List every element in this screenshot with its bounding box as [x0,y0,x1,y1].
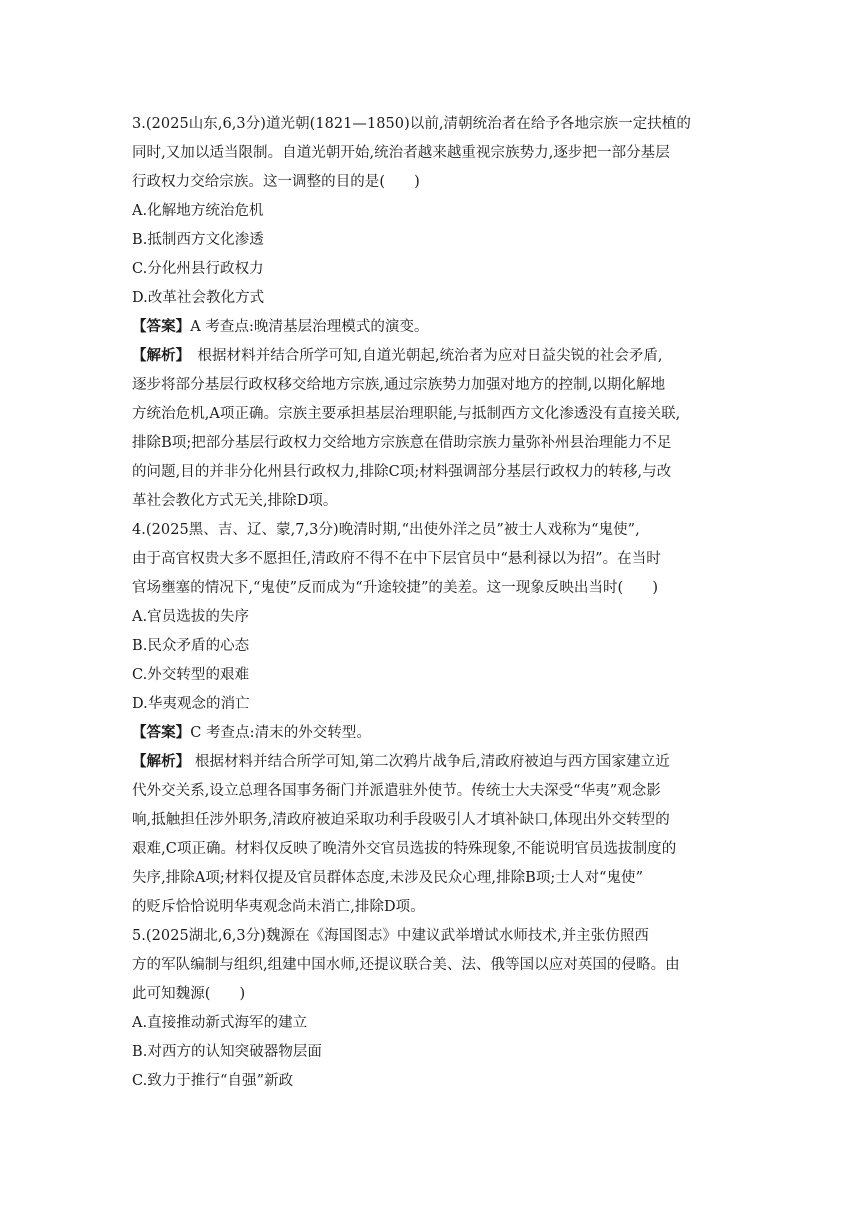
analysis-text: 根据材料并结合所学可知,自道光朝起,统治者为应对日益尖锐的社会矛盾, [182,348,663,364]
analysis-line: 逐步将部分基层行政权移交给地方宗族,通过宗族势力加强对地方的控制,以期化解地 [132,377,666,393]
question-stem-line: 同时,又加以适当限制。自道光朝开始,统治者越来越重视宗族势力,逐步把一部分基层 [132,145,670,161]
question-3 [132,110,730,516]
analysis-line: 的贬斥恰恰说明华夷观念尚未消亡,排除D项。 [132,899,425,915]
analysis-line: 失序,排除A项;材料仅提及官员群体态度,未涉及民众心理,排除B项;士人对“鬼使” [132,870,644,886]
question-stem-line: 行政权力交给宗族。这一调整的目的是( ) [132,174,420,190]
option-b: B.民众矛盾的心态 [132,638,250,654]
analysis-line: 响,抵触担任涉外职务,清政府被迫采取功利手段吸引人才填补缺口,体现出外交转型的 [132,812,670,828]
question-stem-line: 官场壅塞的情况下,“鬼使”反而成为“升途较捷”的美差。这一现象反映出当时( ) [132,580,659,596]
question-stem-line: 5.(2025湖北,6,3分)魏源在《海国图志》中建议武举增试水师技术,并主张仿照西 [132,928,649,944]
analysis-text: 根据材料并结合所学可知,第二次鸦片战争后,清政府被迫与西方国家建立近 [190,754,670,770]
option-a: A.官员选拔的失序 [132,609,250,625]
answer-text: C 考查点:清末的外交转型。 [190,725,371,741]
answer-line [132,313,730,342]
option-b: B.对西方的认知突破器物层面 [132,1044,322,1060]
question-stem-line: 3.(2025山东,6,3分)道光朝(1821—1850)以前,清朝统治者在给予各地宗族一定扶植的 [132,116,691,132]
option-d: D.改革社会教化方式 [132,290,265,306]
analysis-line: 革社会教化方式无关,排除D项。 [132,493,338,509]
answer-text: A 考查点:晚清基层治理模式的演变。 [190,319,429,335]
answer-line [132,719,730,748]
option-c: C.致力于推行“自强”新政 [132,1073,294,1089]
answer-tag: 【答案】 [132,319,191,335]
analysis-line: 的问题,目的并非分化州县行政权力,排除C项;材料强调部分基层行政权力的转移,与改 [132,464,672,480]
analysis-line: 代外交关系,设立总理各国事务衙门并派遣驻外使节。传统士大夫深受“华夷”观念影 [132,783,661,799]
question-4 [132,516,730,922]
document-page [132,110,730,1096]
analysis-line: 艰难,C项正确。材料仅反映了晚清外交官员选拔的特殊现象,不能说明官员选拔制度的 [132,841,677,857]
question-stem-line: 由于高官权贵大多不愿担任,清政府不得不在中下层官员中“悬利禄以为招”。在当时 [132,551,661,567]
analysis-line [132,342,730,371]
question-stem-line: 4.(2025黑、吉、辽、蒙,7,3分)晚清时期,“出使外洋之员”被士人戏称为“鬼使”, [132,522,640,538]
question-stem-line: 此可知魏源( ) [132,986,246,1002]
analysis-tag: 【解析】 [132,348,183,364]
option-c: C.外交转型的艰难 [132,667,250,683]
question-stem-line: 方的军队编制与组织,组建中国水师,还提议联合美、法、俄等国以应对英国的侵略。由 [132,957,680,973]
analysis-line: 排除B项;把部分基层行政权力交给地方宗族意在借助宗族力量弥补州县治理能力不足 [132,435,672,451]
option-a: A.直接推动新式海军的建立 [132,1015,308,1031]
option-b: B.抵制西方文化渗透 [132,232,264,248]
analysis-line [132,748,730,777]
analysis-tag: 【解析】 [132,754,191,770]
answer-tag: 【答案】 [132,725,191,741]
option-d: D.华夷观念的消亡 [132,696,250,712]
question-5 [132,922,730,1096]
analysis-line: 方统治危机,A项正确。宗族主要承担基层治理职能,与抵制西方文化渗透没有直接关联, [132,406,681,422]
option-c: C.分化州县行政权力 [132,261,264,277]
option-a: A.化解地方统治危机 [132,203,264,219]
